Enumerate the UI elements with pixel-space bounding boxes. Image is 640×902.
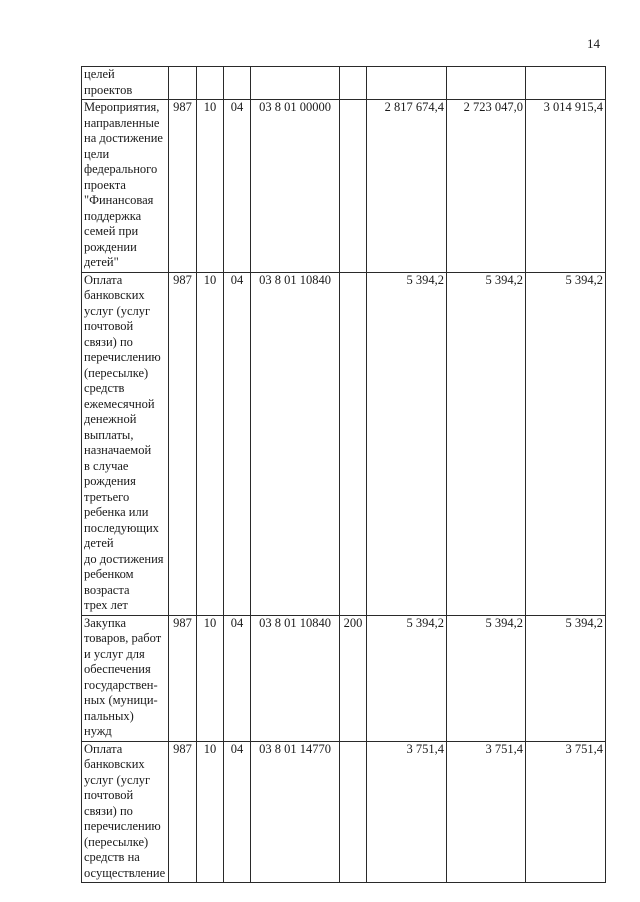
item-name-cell (82, 741, 169, 883)
item-name-line: Мероприятия, (84, 100, 160, 114)
amount-year2-cell: 5 394,2 (447, 272, 526, 615)
table-row (82, 272, 606, 615)
item-name-line: ных (муници- (84, 693, 158, 707)
amount-year3-cell: 3 751,4 (526, 741, 606, 883)
item-name-line: банковских (84, 757, 145, 771)
ved-code-cell: 987 (169, 615, 197, 741)
subsection-code-cell: 04 (224, 272, 251, 615)
item-name-line: и услуг для (84, 646, 145, 661)
item-name-cell (82, 67, 169, 100)
item-name-line: проектов (84, 82, 133, 97)
item-name-line: поддержка (84, 208, 142, 223)
item-name-line: (пересылке) (84, 834, 149, 849)
item-name-line: банковских (84, 288, 145, 302)
item-name-line: пальных) (84, 708, 134, 723)
ved-code-cell (169, 67, 197, 100)
table-row (82, 741, 606, 883)
section-code-cell: 10 (197, 272, 224, 615)
item-name-line: рождения (84, 474, 136, 488)
subsection-code-cell: 04 (224, 615, 251, 741)
section-code-cell (197, 67, 224, 100)
amount-year1-cell: 5 394,2 (367, 615, 447, 741)
item-name-line: детей (84, 536, 114, 550)
item-name-line: детей" (84, 255, 119, 269)
section-code-cell: 10 (197, 615, 224, 741)
item-name-line: связи) по (84, 334, 133, 349)
item-name-line: нужд (84, 724, 112, 738)
item-name-line: осуществление (84, 865, 166, 880)
item-name-line: проекта (84, 177, 126, 192)
item-name-line: государствен- (84, 677, 158, 692)
item-name-line: ребенка или (84, 505, 149, 519)
item-name-line: перечислению (84, 819, 161, 833)
item-name-line: Закупка (84, 615, 127, 630)
item-name-line: товаров, работ (84, 631, 162, 645)
item-name-line: цели (84, 146, 110, 161)
item-name-line: семей при (84, 224, 139, 238)
item-name-line: (пересылке) (84, 365, 149, 380)
subsection-code-cell: 04 (224, 100, 251, 273)
amount-year1-cell: 5 394,2 (367, 272, 447, 615)
item-name-line: обеспечения (84, 662, 151, 676)
item-name-line: услуг (услуг (84, 772, 151, 787)
item-name-line: назначаемой (84, 443, 152, 457)
amount-year3-cell: 5 394,2 (526, 615, 606, 741)
item-name-line: почтовой (84, 319, 134, 333)
amount-year2-cell: 2 723 047,0 (447, 100, 526, 273)
target-article-cell: 03 8 01 14770 (251, 741, 340, 883)
item-name-line: федерального (84, 162, 158, 176)
item-name-line: на достижение (84, 131, 163, 145)
expense-type-cell (340, 272, 367, 615)
item-name-cell (82, 615, 169, 741)
amount-year1-cell: 3 751,4 (367, 741, 447, 883)
amount-year1-cell (367, 67, 447, 100)
ved-code-cell: 987 (169, 272, 197, 615)
expense-type-cell (340, 741, 367, 883)
item-name-line: целей (84, 67, 115, 81)
target-article-cell: 03 8 01 10840 (251, 272, 340, 615)
item-name-line: трех лет (84, 598, 128, 612)
item-name-line: до достижения (84, 551, 164, 566)
item-name-line: последующих (84, 520, 159, 535)
amount-year3-cell (526, 67, 606, 100)
item-name-line: возраста (84, 582, 130, 597)
item-name-line: денежной (84, 412, 137, 426)
section-code-cell: 10 (197, 741, 224, 883)
amount-year3-cell: 3 014 915,4 (526, 100, 606, 273)
item-name-line: в случае (84, 458, 129, 473)
subsection-code-cell (224, 67, 251, 100)
target-article-cell: 03 8 01 00000 (251, 100, 340, 273)
item-name-cell (82, 100, 169, 273)
page-number: 14 (587, 36, 600, 51)
expense-type-cell: 200 (340, 615, 367, 741)
target-article-cell: 03 8 01 10840 (251, 615, 340, 741)
amount-year2-cell: 5 394,2 (447, 615, 526, 741)
section-code-cell: 10 (197, 100, 224, 273)
item-name-line: Оплата (84, 741, 123, 756)
item-name-line: третьего (84, 489, 130, 504)
item-name-cell (82, 272, 169, 615)
item-name-line: ежемесячной (84, 396, 155, 411)
item-name-line: рождении (84, 239, 137, 254)
item-name-line: направленные (84, 115, 160, 130)
table-row (82, 67, 606, 100)
ved-code-cell: 987 (169, 741, 197, 883)
table-row (82, 100, 606, 273)
ved-code-cell: 987 (169, 100, 197, 273)
item-name-line: перечислению (84, 350, 161, 364)
amount-year2-cell: 3 751,4 (447, 741, 526, 883)
item-name-line: услуг (услуг (84, 303, 151, 318)
item-name-line: средств (84, 381, 125, 395)
expense-type-cell (340, 67, 367, 100)
amount-year2-cell (447, 67, 526, 100)
item-name-line: ребенком (84, 567, 134, 581)
amount-year3-cell: 5 394,2 (526, 272, 606, 615)
item-name-line: Оплата (84, 272, 123, 287)
item-name-line: выплаты, (84, 427, 134, 442)
item-name-line: средств на (84, 850, 140, 864)
expense-type-cell (340, 100, 367, 273)
item-name-line: почтовой (84, 788, 134, 802)
target-article-cell (251, 67, 340, 100)
subsection-code-cell: 04 (224, 741, 251, 883)
item-name-line: "Финансовая (84, 193, 154, 207)
amount-year1-cell: 2 817 674,4 (367, 100, 447, 273)
budget-table (81, 66, 606, 883)
item-name-line: связи) по (84, 803, 133, 818)
table-row (82, 615, 606, 741)
